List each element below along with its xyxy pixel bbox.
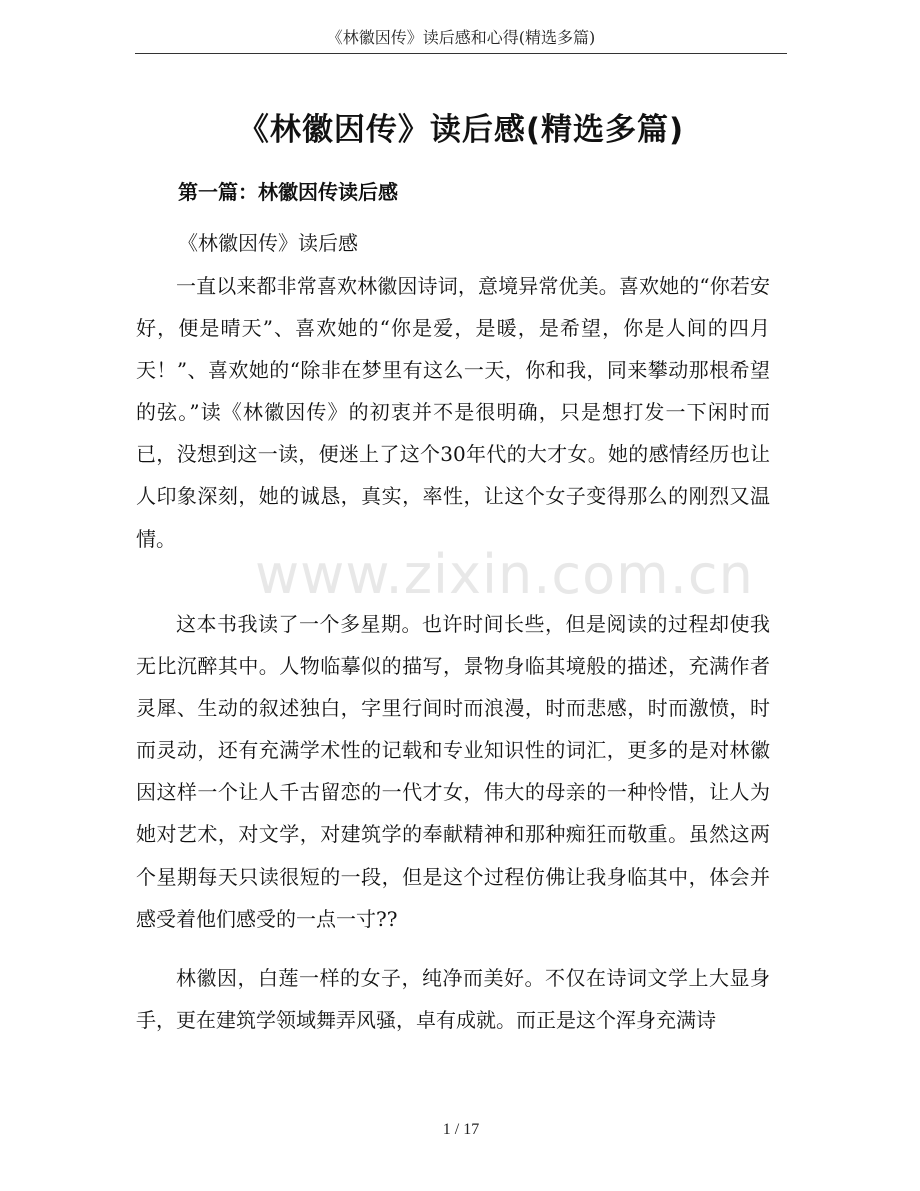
header-divider	[135, 53, 787, 54]
article-subtitle: 《林徽因传》读后感	[178, 231, 358, 255]
body-paragraph-3: 林徽因，白莲一样的女子，纯净而美好。不仅在诗词文学上大显身手，更在建筑学领域舞弄风骚，卓有成就。而正是这个浑身充满诗	[136, 966, 770, 1033]
watermark: www.zixin.com.cn	[255, 543, 754, 606]
page-number: 1 / 17	[442, 1121, 480, 1138]
body-paragraph-1: 一直以来都非常喜欢林徽因诗词，意境异常优美。喜欢她的“你若安好，便是晴天”、喜欢她的“你是爱，是暖，是希望，你是人间的四月天！”、喜欢她的“除非在梦里有这么一天，你和我，同来攀动那根希望的弦。”读《林徽因传》的初衷并不是很明确，只是想打发一下闲时而已，没想到这一读，便迷上了这个30年代的大才女。她的感情经历也让人印象深刻，她的诚恳，真实，率性，让这个女子变得那么的刚烈又温情。	[136, 274, 770, 551]
running-header-title: 《林徽因传》读后感和心得(精选多篇)	[326, 28, 596, 47]
body-paragraph-2: 这本书我读了一个多星期。也许时间长些，但是阅读的过程却使我无比沉醉其中。人物临摹似的描写，景物身临其境般的描述，充满作者灵犀、生动的叙述独白，字里行间时而浪漫，时而悲感，时而激愤，时而灵动，还有充满学术性的记载和专业知识性的词汇，更多的是对林徽因这样一个让人千古留恋的一代才女，伟大的母亲的一种怜惜，让人为她对艺术，对文学，对建筑学的奉献精神和那种痴狂而敬重。虽然这两个星期每天只读很短的一段，但是这个过程仿佛让我身临其中，体会并感受着他们感受的一点一寸??	[136, 612, 770, 931]
section-heading: 第一篇：林徽因传读后感	[178, 180, 398, 204]
document-title: 《林徽因传》读后感(精选多篇)	[237, 112, 685, 148]
